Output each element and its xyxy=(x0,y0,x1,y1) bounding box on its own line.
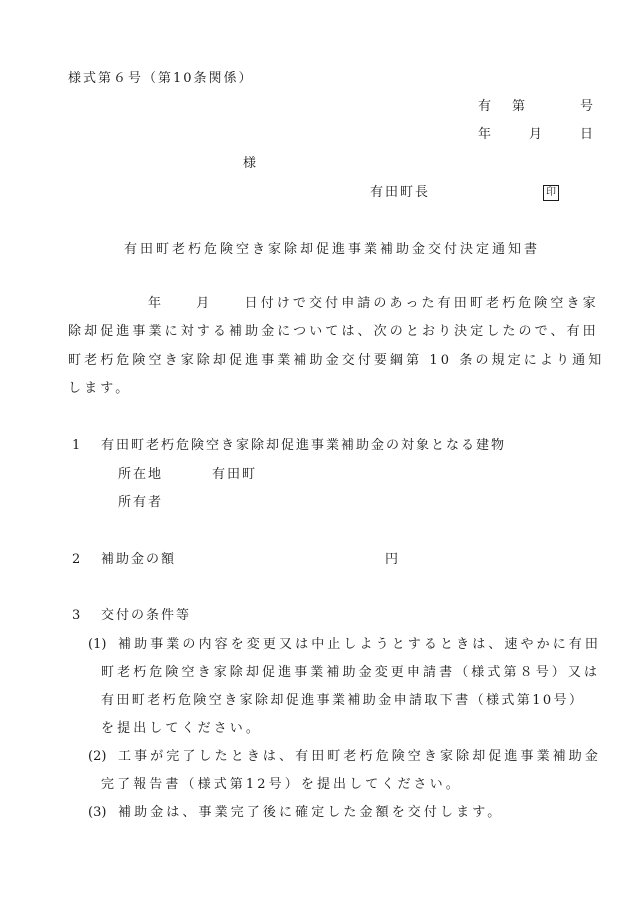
recipient-suffix: 様 xyxy=(243,156,259,171)
section-2-number: 2 xyxy=(72,552,83,567)
amount-unit: 円 xyxy=(385,552,401,567)
document-title: 有田町老朽危険空き家除却促進事業補助金交付決定通知書 xyxy=(124,242,541,257)
intro-line-1: 年 月 日付けで交付申請のあった有田町老朽危険空き家 xyxy=(148,296,599,311)
section-3-number: 3 xyxy=(72,608,83,623)
item-1-line-4: を提出してください。 xyxy=(101,721,263,736)
owner-label: 所有者 xyxy=(118,495,164,510)
seal-icon: 印 xyxy=(543,185,559,201)
item-1-number: (1) xyxy=(88,637,107,652)
item-3-line-1: 補助金は、事業完了後に確定した金額を交付します。 xyxy=(118,805,504,820)
section-2-heading: 補助金の額 xyxy=(101,552,177,567)
issue-number: 有 第 号 xyxy=(478,99,598,114)
section-3-heading: 交付の条件等 xyxy=(101,608,192,623)
item-1-line-1: 補助事業の内容を変更又は中止しようとするときは、速やかに有田 xyxy=(118,637,602,652)
section-1-heading: 有田町老朽危険空き家除却促進事業補助金の対象となる建物 xyxy=(101,438,507,453)
item-3-number: (3) xyxy=(88,805,107,820)
intro-line-2: 除却促進事業に対する補助金については、次のとおり決定したので、有田 xyxy=(68,324,599,339)
issuer-name: 有田町長 xyxy=(370,185,431,200)
item-2-number: (2) xyxy=(88,749,107,764)
item-1-line-2: 町老朽危険空き家除却促進事業補助金変更申請書（様式第８号）又は xyxy=(101,665,601,680)
location-value: 有田町 xyxy=(212,467,258,482)
item-2-line-1: 工事が完了したときは、有田町老朽危険空き家除却促進事業補助金 xyxy=(118,749,602,764)
location-label: 所在地 xyxy=(118,467,164,482)
form-number: 様式第６号（第10条関係） xyxy=(68,71,254,86)
intro-line-4: します。 xyxy=(68,381,132,396)
item-1-line-3: 有田町老朽危険空き家除却促進事業補助金申請取下書（様式第10号） xyxy=(101,693,585,708)
intro-line-3: 町老朽危険空き家除却促進事業補助金交付要綱第 10 条の規定により通知 xyxy=(68,353,605,368)
issue-date: 年 月 日 xyxy=(478,127,598,142)
item-2-line-2: 完了報告書（様式第12号）を提出してください。 xyxy=(101,777,462,792)
section-1-number: 1 xyxy=(72,438,83,453)
